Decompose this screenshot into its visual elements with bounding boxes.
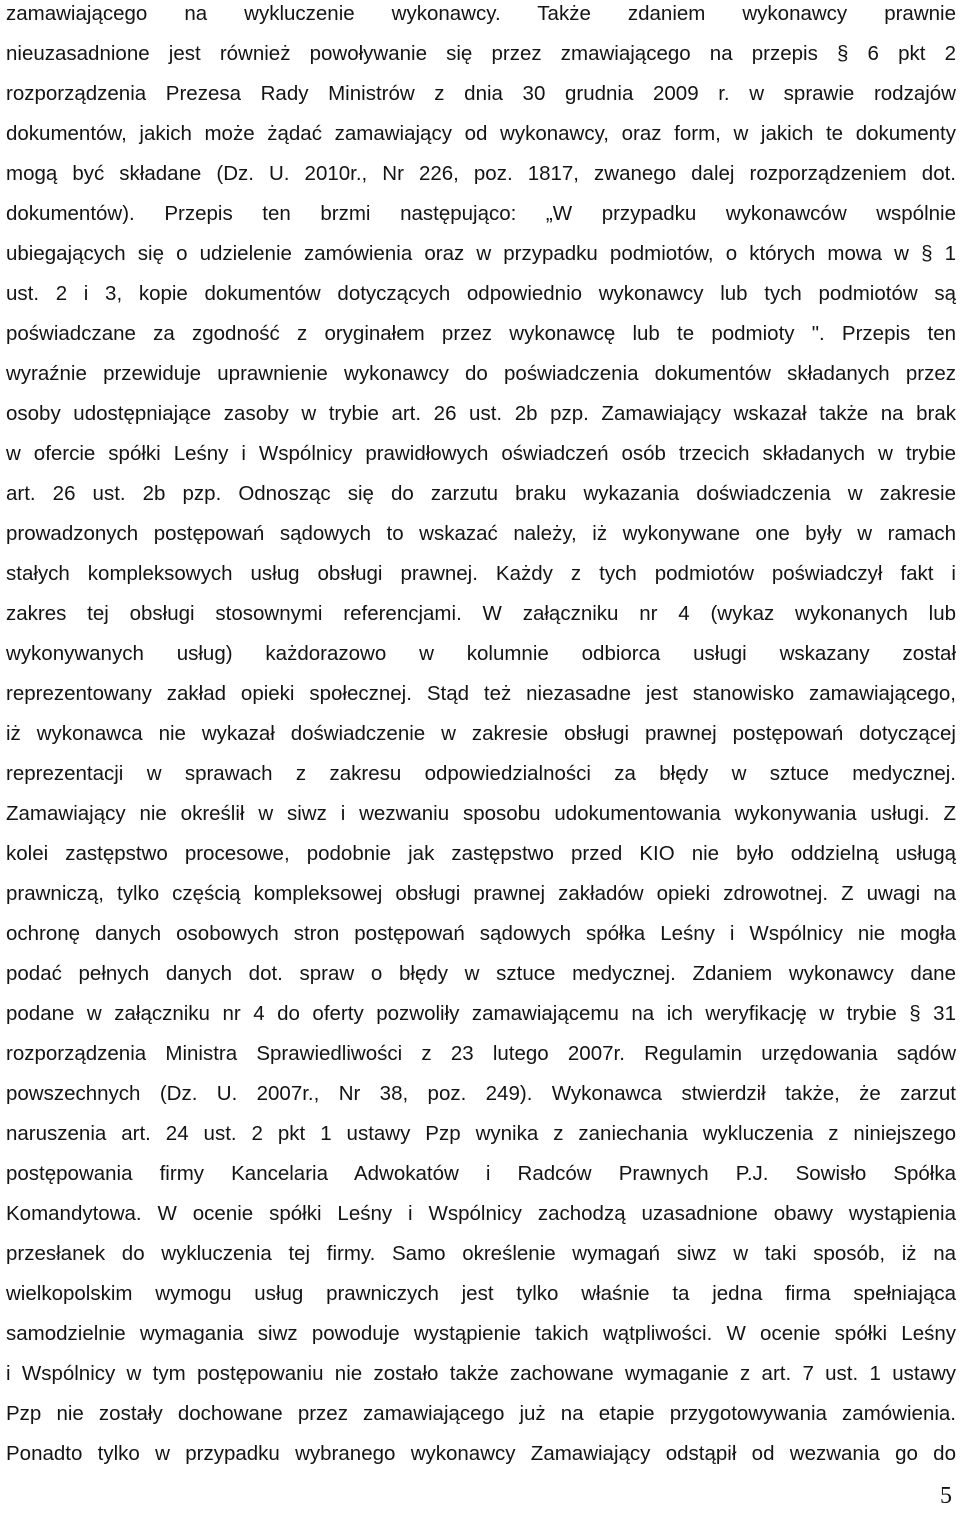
text-line: samodzielnie wymagania siwz powoduje wystąpienie takich wątpliwości. W ocenie spółki Leśny [6,1322,956,1345]
text-line: ust. 2 i 3, kopie dokumentów dotyczących odpowiednio wykonawcy lub tych podmiotów są [6,282,956,305]
text-line: poświadczane za zgodność z oryginałem przez wykonawcę lub te podmioty ". Przepis ten [6,322,956,345]
text-line: wyraźnie przewiduje uprawnienie wykonawcy do poświadczenia dokumentów składanych przez [6,362,956,385]
body-text [6,0,956,1480]
text-line: dokumentów, jakich może żądać zamawiający od wykonawcy, oraz form, w jakich te dokumenty [6,122,956,145]
text-line: postępowania firmy Kancelaria Adwokatów i Radców Prawnych P.J. Sowisło Spółka [6,1162,956,1185]
text-line: prowadzonych postępowań sądowych to wskazać należy, iż wykonywane one były w ramach [6,522,956,545]
text-line: zakres tej obsługi stosownymi referencjami. W załączniku nr 4 (wykaz wykonanych lub [6,602,956,625]
text-line: stałych kompleksowych usług obsługi prawnej. Każdy z tych podmiotów poświadczył fakt i [6,562,956,585]
text-line: naruszenia art. 24 ust. 2 pkt 1 ustawy Pzp wynika z zaniechania wykluczenia z niniejszego [6,1122,956,1145]
text-line: Ponadto tylko w przypadku wybranego wykonawcy Zamawiający odstąpił od wezwania go do [6,1442,956,1465]
text-line: iż wykonawca nie wykazał doświadczenie w zakresie obsługi prawnej postępowań dotyczącej [6,722,956,745]
text-line: rozporządzenia Prezesa Rady Ministrów z dnia 30 grudnia 2009 r. w sprawie rodzajów [6,82,956,105]
text-line: wielkopolskim wymogu usług prawniczych jest tylko właśnie ta jedna firma spełniająca [6,1282,956,1305]
page-number: 5 [940,1483,952,1509]
text-line: reprezentowany zakład opieki społecznej. Stąd też niezasadne jest stanowisko zamawiającego, [6,682,956,705]
text-line: przesłanek do wykluczenia tej firmy. Samo określenie wymagań siwz w taki sposób, iż na [6,1242,956,1265]
text-line: Pzp nie zostały dochowane przez zamawiającego już na etapie przygotowywania zamówienia. [6,1402,956,1425]
text-line: ubiegających się o udzielenie zamówienia oraz w przypadku podmiotów, o których mowa w § 1 [6,242,956,265]
text-line: kolei zastępstwo procesowe, podobnie jak zastępstwo przed KIO nie było oddzielną usługą [6,842,956,865]
text-line: rozporządzenia Ministra Sprawiedliwości z 23 lutego 2007r. Regulamin urzędowania sądów [6,1042,956,1065]
text-line: podać pełnych danych dot. spraw o błędy w sztuce medycznej. Zdaniem wykonawcy dane [6,962,956,985]
text-line: mogą być składane (Dz. U. 2010r., Nr 226, poz. 1817, zwanego dalej rozporządzeniem dot. [6,162,956,185]
text-line: Komandytowa. W ocenie spółki Leśny i Wspólnicy zachodzą uzasadnione obawy wystąpienia [6,1202,956,1225]
text-line: osoby udostępniające zasoby w trybie art. 26 ust. 2b pzp. Zamawiający wskazał także na brak [6,402,956,425]
text-line: w ofercie spółki Leśny i Wspólnicy prawidłowych oświadczeń osób trzecich składanych w trybie [6,442,956,465]
text-line: art. 26 ust. 2b pzp. Odnosząc się do zarzutu braku wykazania doświadczenia w zakresie [6,482,956,505]
text-line: wykonywanych usług) każdorazowo w kolumnie odbiorca usługi wskazany został [6,642,956,665]
text-line: i Wspólnicy w tym postępowaniu nie zostało także zachowane wymaganie z art. 7 ust. 1 ustawy [6,1362,956,1385]
text-line: zamawiającego na wykluczenie wykonawcy. Także zdaniem wykonawcy prawnie [6,2,956,25]
text-line: dokumentów). Przepis ten brzmi następująco: „W przypadku wykonawców wspólnie [6,202,956,225]
text-line: ochronę danych osobowych stron postępowań sądowych spółka Leśny i Wspólnicy nie mogła [6,922,956,945]
text-line: Zamawiający nie określił w siwz i wezwaniu sposobu udokumentowania wykonywania usługi. Z [6,802,956,825]
text-line: powszechnych (Dz. U. 2007r., Nr 38, poz. 249). Wykonawca stwierdził także, że zarzut [6,1082,956,1105]
text-line: reprezentacji w sprawach z zakresu odpowiedzialności za błędy w sztuce medycznej. [6,762,956,785]
text-line: nieuzasadnione jest również powoływanie się przez zmawiającego na przepis § 6 pkt 2 [6,42,956,65]
text-line: prawniczą, tylko częścią kompleksowej obsługi prawnej zakładów opieki zdrowotnej. Z uwagi na [6,882,956,905]
text-line: podane w załączniku nr 4 do oferty pozwoliły zamawiającemu na ich weryfikację w trybie § 31 [6,1002,956,1025]
